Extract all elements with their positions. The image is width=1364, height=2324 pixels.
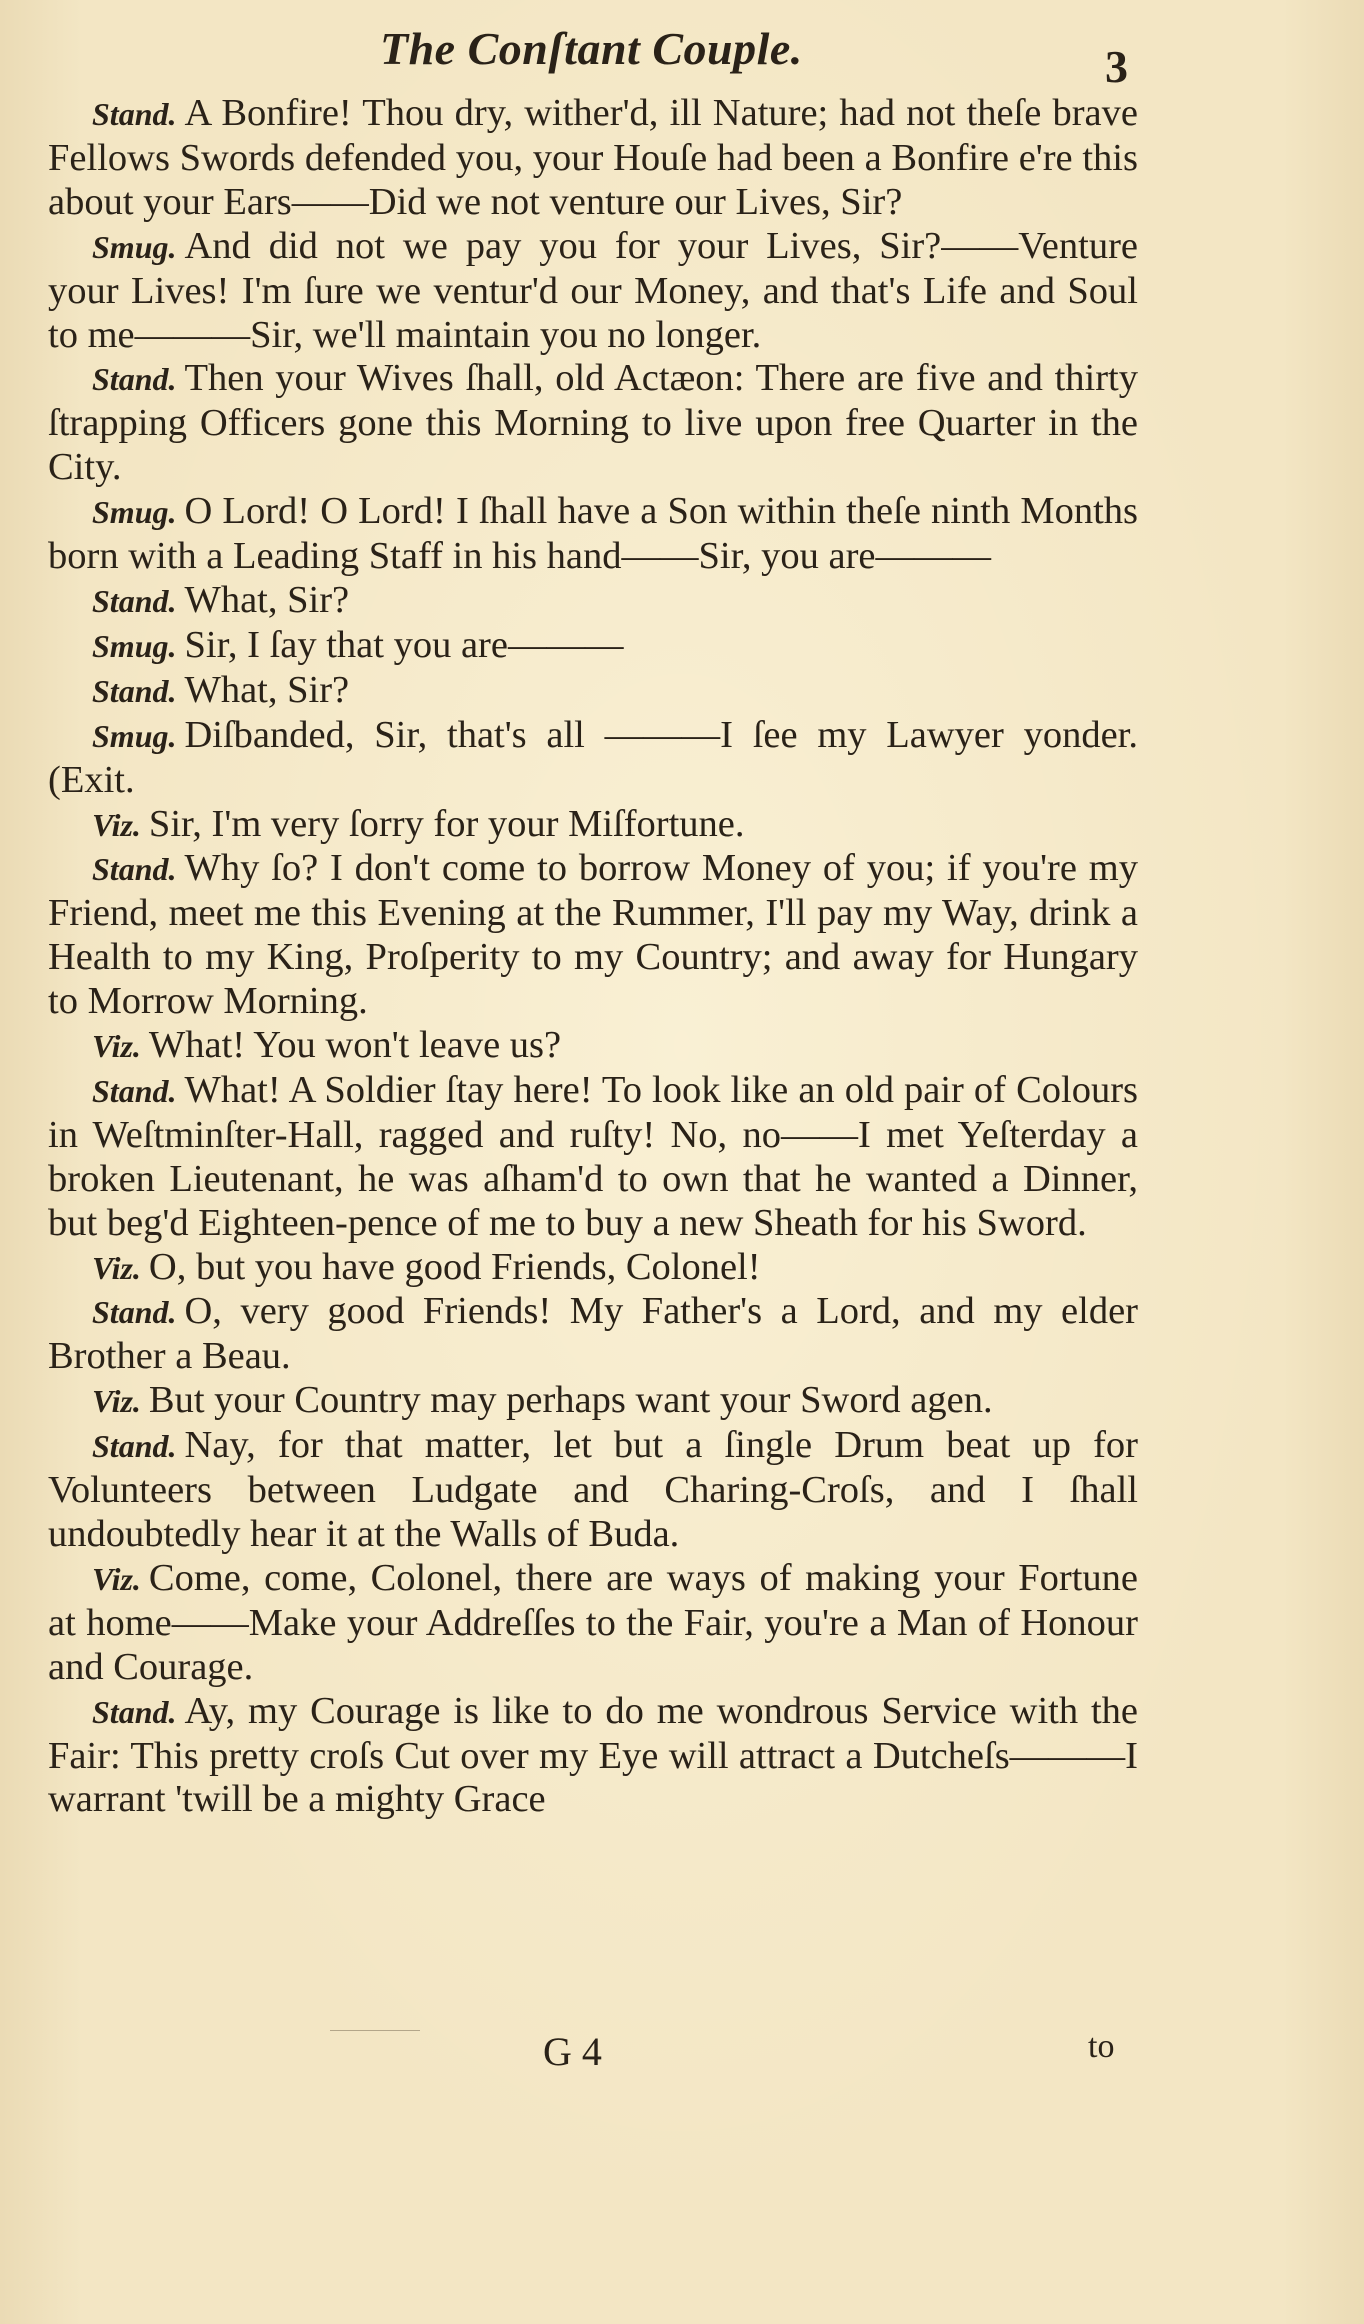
speech-text: Why ſo? I don't come to borrow Money of you; if you're my Friend, meet me this Evening at the Rummer, I'll pay my Way, drink a Health to my King, Proſperity to my Country; and away for Hungary to Morrow Morning. (48, 847, 1138, 1023)
speech-text: What! A Soldier ſtay here! To look like an old pair of Colours in Weſtminſter-Hall, ragged and ruſty! No, no——I met Yeſterday a broken Lieutenant, he was aſham'd to own that he wanted a Dinner, but beg'd Eighteen-pence of me to buy a new Sheath for his Sword. (48, 1068, 1138, 1244)
page-footer (0, 2028, 1364, 2088)
speaker-name: Smug. (92, 627, 177, 664)
speech (48, 1069, 1138, 1246)
speech-text: Sir, I ſay that you are——— (184, 623, 624, 666)
speech (48, 847, 1138, 1024)
speaker-name: Stand. (92, 1428, 177, 1465)
speech-text: Come, come, Colonel, there are ways of making your Fortune at home——Make your Addreſſes to the Fair, you're a Man of Honour and Courage. (48, 1556, 1138, 1688)
speech-text: Sir, I'm very ſorry for your Miſfortune. (148, 802, 745, 845)
speaker-name: Smug. (92, 717, 177, 754)
page-number: 3 (1105, 41, 1128, 92)
speech-text: Nay, for that matter, let but a ſingle Drum beat up for Volunteers between Ludgate and Charing-Croſs, and I ſhall undoubtedly hear it at the Walls of Buda. (48, 1424, 1138, 1555)
speaker-name: Viz. (92, 1249, 141, 1286)
speech-text: Diſbanded, Sir, that's all ———I ſee my Lawyer yonder. (Exit. (48, 713, 1138, 801)
speech-text: O Lord! O Lord! I ſhall have a Son within theſe ninth Months born with a Leading Staff in his hand——Sir, you are——— (48, 490, 1138, 578)
speech (48, 1246, 1138, 1291)
speech (48, 669, 1138, 714)
speaker-name: Viz. (92, 1028, 141, 1065)
speech-text: O, but you have good Friends, Colonel! (148, 1245, 761, 1288)
speech-text: A Bonfire! Thou dry, wither'd, ill Nature; had not theſe brave Fellows Swords defended you, your Houſe had been a Bonfire e're this about your Ears——Did we not venture our Lives, Sir? (48, 92, 1138, 223)
speech (48, 579, 1138, 624)
speech (48, 1024, 1138, 1069)
speech (48, 1379, 1138, 1424)
running-head: The Conſtant Couple. (380, 23, 803, 74)
speech (48, 1557, 1138, 1690)
speech (48, 92, 1138, 225)
speech (48, 490, 1138, 579)
speech (48, 714, 1138, 803)
speech (48, 803, 1138, 848)
speech-text: Ay, my Courage is like to do me wondrous Service with the Fair: This pretty croſs Cut over my Eye will attract a Dutcheſs———I warrant 'twill be a mighty Grace (48, 1689, 1138, 1821)
speech (48, 1690, 1138, 1823)
signature-mark: G 4 (543, 2029, 602, 2074)
dialogue-text (48, 92, 1138, 1822)
speaker-name: Stand. (92, 1072, 177, 1109)
speaker-name: Viz. (92, 1560, 141, 1597)
speech-text: What, Sir? (184, 578, 350, 621)
speech-text: But your Country may perhaps want your Sword agen. (148, 1379, 993, 1422)
speech-text: What, Sir? (184, 668, 350, 711)
speaker-name: Viz. (92, 1383, 141, 1420)
speech-text: Then your Wives ſhall, old Actæon: There are five and thirty ſtrapping Officers gone this Morning to live upon free Quarter in the City. (48, 357, 1138, 489)
speech-text: O, very good Friends! My Father's a Lord, and my elder Brother a Beau. (48, 1290, 1138, 1378)
speaker-name: Stand. (92, 1294, 177, 1331)
speech-text: What! You won't leave us? (148, 1024, 562, 1067)
speaker-name: Stand. (92, 361, 177, 398)
speaker-name: Stand. (92, 96, 177, 132)
speech (48, 1290, 1138, 1379)
speech (48, 1424, 1138, 1557)
speaker-name: Viz. (92, 806, 141, 843)
speaker-name: Stand. (92, 582, 177, 619)
speaker-name: Stand. (92, 672, 177, 709)
speaker-name: Smug. (92, 228, 177, 265)
speaker-name: Stand. (92, 851, 177, 888)
speech (48, 225, 1138, 358)
speech (48, 357, 1138, 490)
catchword: to (1088, 2028, 1115, 2065)
speaker-name: Smug. (92, 494, 177, 531)
speech (48, 624, 1138, 669)
speech-text: And did not we pay you for your Lives, Sir?——Venture your Lives! I'm ſure we ventur'd our Money, and that's Life and Soul to me———Sir, we'll maintain you no longer. (48, 224, 1138, 356)
speaker-name: Stand. (92, 1693, 177, 1730)
